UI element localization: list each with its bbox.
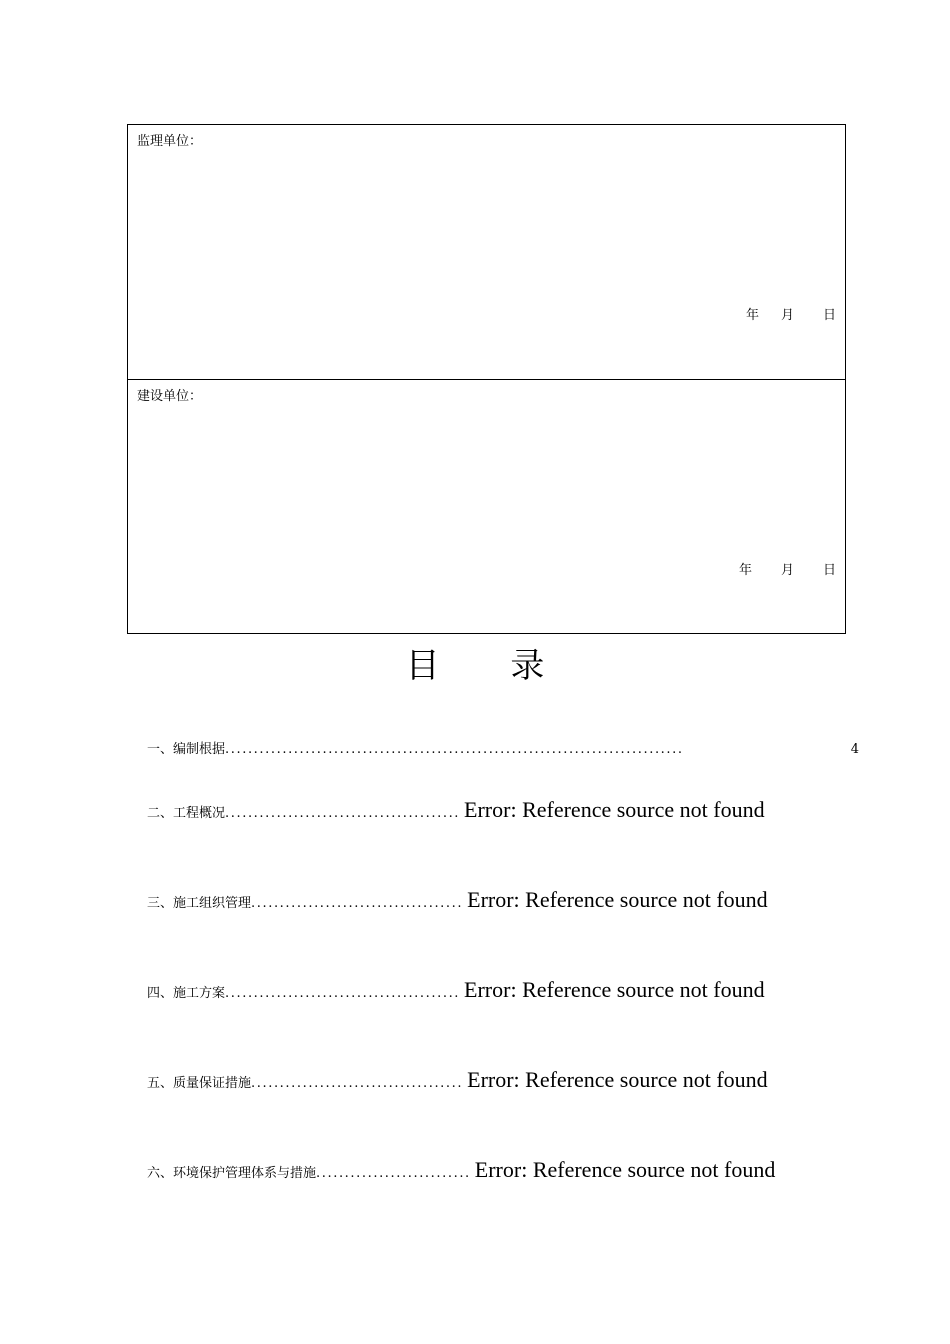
toc-leader-dots: ........................... (316, 1166, 471, 1181)
date-month-label: 月 (780, 308, 794, 323)
toc-entry-label: 二、工程概况 (147, 806, 226, 821)
date-year-label: 年 (738, 563, 752, 578)
toc-entry-label: 五、质量保证措施 (147, 1076, 252, 1091)
toc-leader-dots: ................................................................................ (225, 742, 684, 757)
construction-unit-row (128, 379, 845, 633)
toc-entry-label: 六、环境保护管理体系与措施 (147, 1166, 317, 1181)
date-month-label: 月 (780, 563, 794, 578)
toc-entry[interactable] (147, 977, 765, 1003)
toc-entry-label: 四、施工方案 (147, 986, 226, 1001)
date-year-label: 年 (745, 308, 759, 323)
approval-table (127, 124, 846, 634)
supervision-unit-row (128, 125, 845, 379)
toc-reference-error: Error: Reference source not found (464, 977, 765, 1002)
supervision-unit-label: 监理单位： (137, 134, 203, 149)
toc-leader-dots: ..................................... (251, 1076, 464, 1091)
toc-entry-label: 一、编制根据 (147, 742, 226, 757)
toc-entry[interactable] (147, 738, 859, 757)
date-day-label: 日 (822, 563, 836, 578)
toc-entry[interactable] (147, 1157, 775, 1183)
toc-entry[interactable] (147, 797, 765, 823)
toc-reference-error: Error: Reference source not found (467, 1067, 768, 1092)
toc-leader-dots: ......................................... (225, 806, 461, 821)
date-day-label: 日 (822, 308, 836, 323)
construction-date-line (739, 559, 836, 578)
toc-title: 目 录 (405, 646, 575, 686)
toc-entry-label: 三、施工组织管理 (147, 896, 252, 911)
toc-leader-dots: ......................................... (225, 986, 461, 1001)
toc-reference-error: Error: Reference source not found (467, 887, 768, 912)
construction-unit-label: 建设单位： (137, 389, 203, 404)
toc-reference-error: Error: Reference source not found (474, 1157, 776, 1182)
toc-entry[interactable] (147, 1067, 768, 1093)
supervision-date-line (746, 304, 836, 323)
toc-entry[interactable] (147, 887, 768, 913)
toc-leader-dots: ..................................... (251, 896, 464, 911)
toc-reference-error: Error: Reference source not found (464, 797, 765, 822)
toc-page-number: 4 (850, 742, 859, 757)
